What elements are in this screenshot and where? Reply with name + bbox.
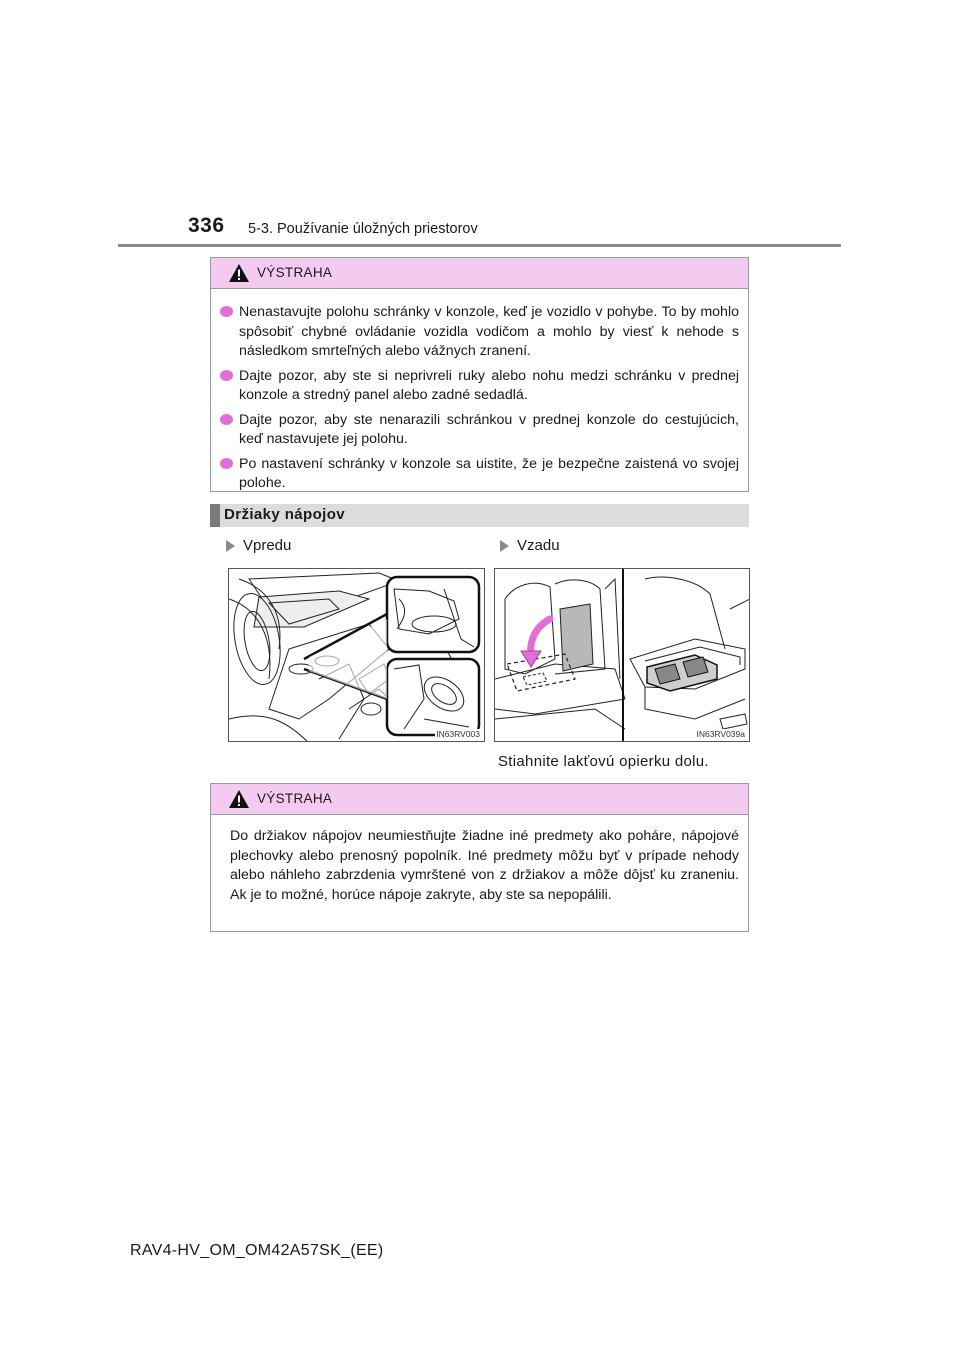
warning-item-text: Nenastavujte polohu schránky v konzole, keď je vozidlo v pohybe. To by mohlo spôsobiť chybné ovládanie vozidla vodičom a mohlo by viesť k nehode s následkom smrteľných alebo vážnych zranení. [239, 304, 739, 359]
warning-label: VÝSTRAHA [257, 791, 333, 806]
bullet-icon [220, 458, 233, 469]
warning-item [220, 411, 739, 450]
warning-item [220, 455, 739, 494]
bullet-icon [220, 414, 233, 425]
page-number: 336 [188, 214, 225, 237]
front-label-text: Vpredu [243, 537, 292, 554]
warning-box-cupholders [210, 783, 749, 932]
section-heading-bar [210, 504, 220, 527]
footer-doc-code: RAV4-HV_OM_OM42A57SK_(EE) [130, 1242, 384, 1259]
warning-triangle-icon [228, 263, 250, 283]
warning-header [211, 784, 748, 815]
warning-item-text: Dajte pozor, aby ste si neprivreli ruky alebo nohu medzi schránku v prednej konzole a stredný panel alebo zadné sedadlá. [239, 367, 739, 403]
running-head: 5-3. Používanie úložných priestorov [248, 221, 478, 237]
section-title: Držiaky nápojov [224, 506, 346, 523]
rear-label [500, 537, 560, 554]
front-label [226, 537, 291, 554]
figure-code: IN63RV003 [436, 729, 480, 739]
warning-body [211, 289, 748, 511]
front-cupholder-illustration [229, 569, 485, 742]
warning-item-text: Dajte pozor, aby ste nenarazili schránkou v prednej konzole do cestujúcich, keď nastavujete jej polohu. [239, 411, 739, 447]
triangle-bullet-icon [500, 540, 509, 552]
warning-text: Do držiakov nápojov neumiestňujte žiadne iné predmety ako poháre, nápojové plechovky alebo prenosný popolník. Iné predmety môžu byť v prípade nehody alebo náhleho zabrzdenia vymrštené von z držiakov a môže dôjsť ku zraneniu. Ak je to možné, horúce nápoje zakryte, aby ste sa nepopálili. [230, 828, 739, 903]
rear-label-text: Vzadu [517, 537, 560, 554]
warning-triangle-icon [228, 789, 250, 809]
warning-body [211, 815, 748, 917]
warning-label: VÝSTRAHA [257, 265, 333, 280]
front-cupholder-figure [228, 568, 485, 742]
bullet-icon [220, 306, 233, 317]
warning-item-text: Po nastavení schránky v konzole sa uistite, že je bezpečne zaistená vo svojej polohe. [239, 455, 739, 491]
section-heading [210, 504, 749, 527]
warning-header [211, 258, 748, 289]
warning-item [220, 367, 739, 406]
bullet-icon [220, 370, 233, 381]
warning-box-console [210, 257, 749, 492]
rear-caption: Stiahnite lakťovú opierku dolu. [498, 753, 709, 770]
figure-code: IN63RV039a [696, 729, 745, 739]
triangle-bullet-icon [226, 540, 235, 552]
warning-item [220, 303, 739, 362]
rear-cupholder-figure [494, 568, 750, 742]
header-rule [118, 244, 841, 247]
rear-cupholder-illustration [495, 569, 750, 742]
